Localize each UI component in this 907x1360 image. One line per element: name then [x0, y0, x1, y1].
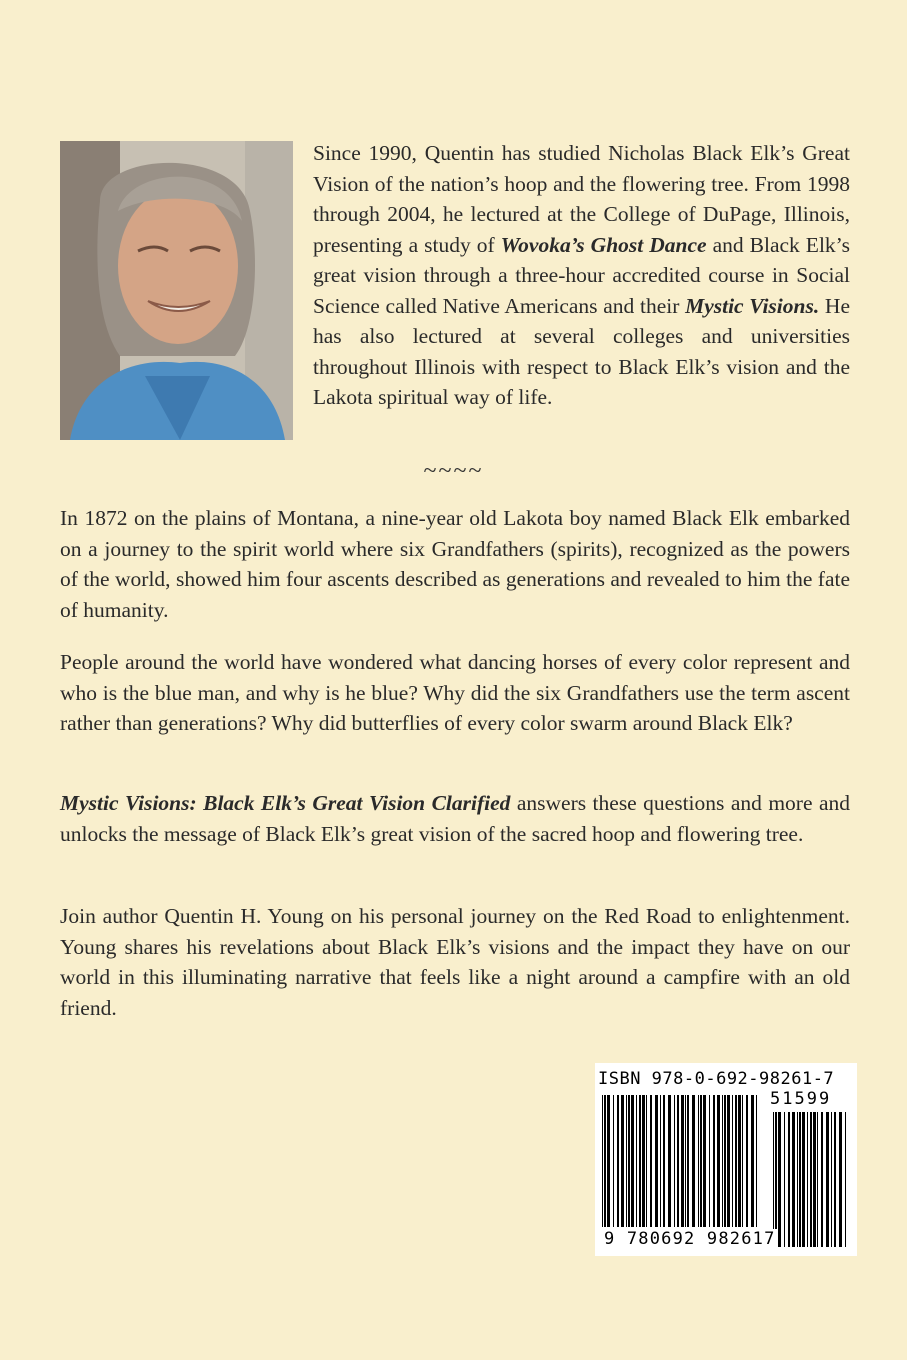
barcode-bar [617, 1095, 619, 1227]
author-portrait-image [60, 141, 293, 440]
barcode-bar [674, 1095, 675, 1227]
bio-text-3: He has also lectured at several colleges and universities throughout Illinois with respect to Black Elk’s vision and the Lakota spiritual way of life. [313, 293, 850, 409]
barcode-bar [700, 1095, 702, 1227]
barcode-bar [797, 1112, 798, 1247]
barcode-bar [604, 1095, 606, 1227]
barcode-bar [810, 1112, 812, 1247]
barcode-bar [621, 1095, 624, 1227]
barcode-bar [655, 1095, 658, 1227]
barcode-bar [746, 1095, 748, 1227]
bio-title-mystic-visions: Mystic Visions. [685, 293, 820, 318]
barcode-bar [681, 1095, 684, 1227]
barcode-bar [709, 1095, 710, 1227]
section-divider: ~~~~ [423, 458, 484, 484]
bio-title-ghost-dance: Wovoka’s Ghost Dance [500, 232, 707, 257]
addon-barcode-bars [771, 1112, 853, 1247]
barcode-bar [756, 1095, 757, 1227]
description-paragraph-3 [60, 788, 850, 849]
barcode-bar [639, 1095, 641, 1227]
price-code: 51599 [770, 1089, 832, 1109]
description-paragraph-1: In 1872 on the plains of Montana, a nine-year old Lakota boy named Black Elk embarked on a journey to the spirit world where six Grandfathers (spirits), recognized as the powers of the world, showed him four ascents described as generations and revealed to him the fate of humanity. [60, 506, 850, 622]
barcode-bar [839, 1112, 842, 1247]
barcode-bar [788, 1112, 790, 1247]
barcode-bar [687, 1095, 689, 1227]
barcode-bar [685, 1095, 686, 1227]
description-paragraph-2: People around the world have wondered what dancing horses of every color represent and who is the blue man, and why is he blue? Why did the six Grandfathers use the term ascent rather than generations? Why did butterflies of every color swarm around Black Elk? [60, 650, 850, 735]
barcode-bar [742, 1095, 743, 1227]
barcode-bar [663, 1095, 665, 1227]
barcode-bar [724, 1095, 726, 1227]
barcode-bar [817, 1112, 818, 1247]
barcode-bar [738, 1095, 741, 1227]
barcode-bar [613, 1095, 614, 1227]
barcode-bar [713, 1095, 715, 1227]
author-photo [60, 141, 293, 440]
bio-text-2: and Black Elk’s great vision through a three-hour accredited course in Social Science called Native Americans and their [313, 232, 851, 318]
barcode-bar [636, 1095, 637, 1227]
barcode-bar [813, 1112, 816, 1247]
barcode-bar [602, 1095, 603, 1227]
barcode-bar [826, 1112, 829, 1247]
isbn-label: ISBN 978-0-692-98261-7 [598, 1069, 835, 1089]
barcode-bar [751, 1095, 754, 1227]
barcode-bar [831, 1112, 832, 1247]
ean-barcode-bars [600, 1095, 762, 1247]
barcode-bar [692, 1095, 695, 1227]
paragraph-3-text: answers these questions and more and unlocks the message of Black Elk’s great vision of the sacred hoop and flowering tree. [60, 791, 850, 846]
barcode-bar [821, 1112, 823, 1247]
barcode-bar [792, 1112, 795, 1247]
barcode-bar [607, 1095, 610, 1227]
barcode-bar [735, 1095, 737, 1227]
barcode-bar [722, 1095, 723, 1227]
barcode-bar [642, 1095, 645, 1227]
barcode-bar [834, 1112, 836, 1247]
barcode-bar [698, 1095, 699, 1227]
barcode-bar [631, 1095, 634, 1227]
barcode-bar [703, 1095, 706, 1227]
barcode-bar [668, 1095, 671, 1227]
barcode-bar [784, 1112, 785, 1247]
barcode-bar [802, 1112, 805, 1247]
barcode-bar [732, 1095, 733, 1227]
barcode-bar [646, 1095, 647, 1227]
barcode-bar [626, 1095, 627, 1227]
bio-text-1: Since 1990, Quentin has studied Nicholas Black Elk’s Great Vision of the nation’s hoop and the flowering tree. From 1998 through 2004, he lectured at the College of DuPage, Illinois, presenting a study of [313, 141, 850, 257]
barcode-bar [778, 1112, 781, 1247]
barcode-bar [775, 1112, 777, 1247]
barcode-bar [677, 1095, 679, 1227]
barcode-bar [845, 1112, 846, 1247]
book-title: Mystic Visions: Black Elk’s Great Vision Clarified [60, 791, 511, 815]
barcode-bar [660, 1095, 661, 1227]
description-paragraph-4: Join author Quentin H. Young on his personal journey on the Red Road to enlightenment. Young shares his revelations about Black Elk’s visions and the impact they have on our world in this illuminating narrative that feels like a night around a campfire with an old friend. [60, 904, 850, 1020]
barcode-bar [773, 1112, 774, 1247]
author-bio [313, 138, 850, 413]
ean-digits: 9 780692 982617 [604, 1229, 776, 1249]
barcode-bar [717, 1095, 720, 1227]
barcode-bar [807, 1112, 808, 1247]
barcode-bar [799, 1112, 801, 1247]
barcode-bar [628, 1095, 630, 1227]
barcode-bar [727, 1095, 730, 1227]
barcode-bar [650, 1095, 652, 1227]
